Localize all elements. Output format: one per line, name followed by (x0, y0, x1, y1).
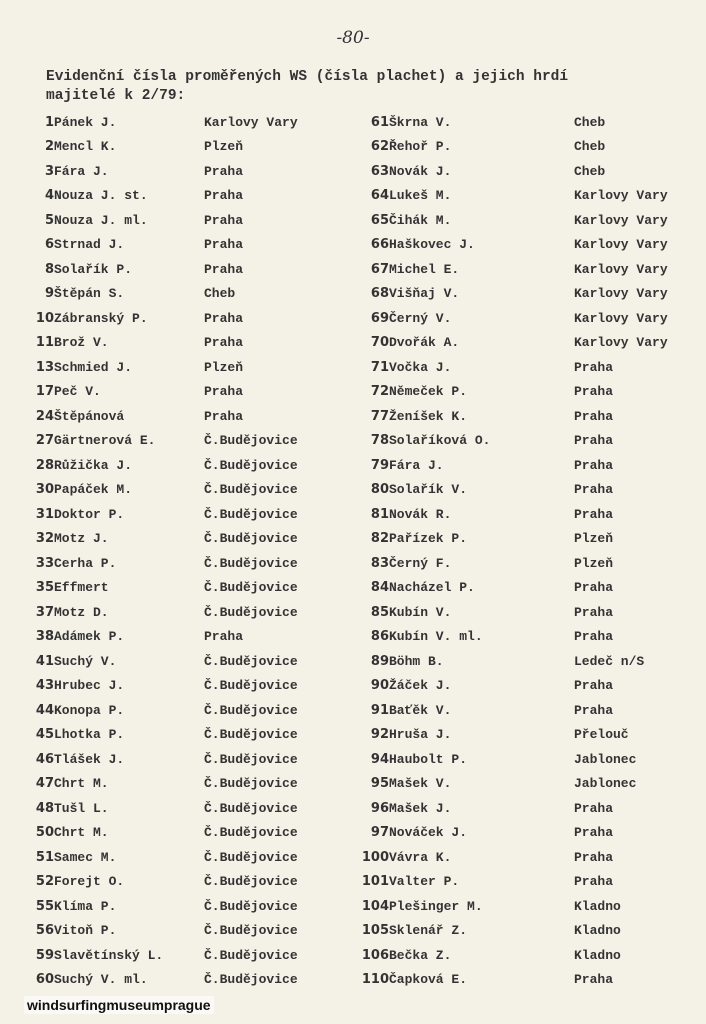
sail-number: 38 (35, 629, 54, 645)
owner-city: Praha (574, 702, 614, 718)
owner-city: Karlovy Vary (574, 310, 668, 326)
sail-number: 90 (370, 678, 389, 694)
owner-name: Bečka Z. (389, 947, 452, 963)
owner-city: Č.Budějovice (204, 849, 298, 865)
table-row (0, 919, 706, 944)
sail-number: 86 (370, 629, 389, 645)
owner-city: Č.Budějovice (204, 433, 298, 449)
table-row (0, 502, 706, 527)
sail-number: 10 (35, 310, 54, 326)
owner-city: Praha (574, 629, 614, 645)
sail-number: 65 (370, 212, 389, 228)
table-row (0, 723, 706, 748)
owner-name: Tušl L. (54, 800, 109, 816)
table-row (0, 527, 706, 552)
owner-city: Č.Budějovice (204, 457, 298, 473)
sail-number: 89 (370, 653, 389, 669)
sail-number: 28 (35, 457, 54, 473)
sail-number: 62 (370, 139, 389, 155)
owner-name: Michel E. (389, 261, 460, 277)
sail-number: 80 (370, 482, 389, 498)
owner-city: Praha (204, 408, 244, 424)
owner-name: Vávra K. (389, 849, 452, 865)
owner-name: Forejt O. (54, 874, 125, 890)
owner-city: Č.Budějovice (204, 506, 298, 522)
sail-number: 32 (35, 531, 54, 547)
sail-number: 52 (35, 874, 54, 890)
sail-number: 95 (370, 776, 389, 792)
owner-city: Praha (574, 825, 614, 841)
owner-city: Č.Budějovice (204, 531, 298, 547)
owner-name: Pařízek P. (389, 531, 468, 547)
owner-city: Přelouč (574, 727, 629, 743)
owner-city: Karlovy Vary (574, 286, 668, 302)
sail-number: 77 (370, 408, 389, 424)
owner-name: Peč V. (54, 384, 101, 400)
owner-name: Kubín V. (389, 604, 452, 620)
owner-name: Plešinger M. (389, 898, 483, 914)
owner-name: Hruša J. (389, 727, 452, 743)
table-row (0, 208, 706, 233)
owner-name: Dvořák A. (389, 335, 460, 351)
sail-number: 104 (361, 898, 389, 914)
sail-number: 105 (361, 923, 389, 939)
sail-number: 82 (370, 531, 389, 547)
sail-number: 4 (44, 188, 54, 204)
owner-name: Cerha P. (54, 555, 117, 571)
sail-number: 83 (370, 555, 389, 571)
owner-name: Žáček J. (389, 678, 452, 694)
owner-name: Haškovec J. (389, 237, 475, 253)
owner-city: Praha (574, 506, 614, 522)
owner-name: Nováček J. (389, 825, 468, 841)
owner-city: Č.Budějovice (204, 751, 298, 767)
sail-number: 69 (370, 310, 389, 326)
sail-number: 48 (35, 800, 54, 816)
owner-city: Karlovy Vary (574, 261, 668, 277)
table-row (0, 159, 706, 184)
owner-city: Praha (574, 800, 614, 816)
owner-name: Růžička J. (54, 457, 133, 473)
table-row (0, 233, 706, 258)
owner-name: Lukeš M. (389, 188, 452, 204)
document-heading (46, 68, 666, 106)
table-row (0, 649, 706, 674)
table-row (0, 943, 706, 968)
table-row (0, 453, 706, 478)
owner-name: Nacházel P. (389, 580, 475, 596)
sail-number: 2 (44, 139, 54, 155)
sail-number: 94 (370, 751, 389, 767)
owner-name: Valter P. (389, 874, 460, 890)
owner-city: Praha (204, 261, 244, 277)
owner-city: Praha (574, 482, 614, 498)
sail-number: 72 (370, 384, 389, 400)
owner-city: Jablonec (574, 776, 637, 792)
sail-number: 78 (370, 433, 389, 449)
sail-number: 71 (370, 359, 389, 375)
heading-line-2: majitelé k 2/79: (46, 88, 186, 104)
sail-number-register (0, 110, 706, 992)
sail-number: 63 (370, 163, 389, 179)
sail-number: 17 (35, 384, 54, 400)
table-row (0, 478, 706, 503)
owner-name: Effmert (54, 580, 109, 596)
sail-number: 30 (35, 482, 54, 498)
owner-name: Doktor P. (54, 506, 125, 522)
sail-number: 84 (370, 580, 389, 596)
owner-name: Slavětínský L. (54, 947, 164, 963)
owner-city: Praha (574, 580, 614, 596)
owner-name: Zábranský P. (54, 310, 148, 326)
sail-number: 44 (35, 702, 54, 718)
register-body (0, 110, 706, 992)
sail-number: 3 (44, 163, 54, 179)
owner-city: Praha (574, 849, 614, 865)
owner-name: Nouza J. st. (54, 188, 148, 204)
sail-number: 91 (370, 702, 389, 718)
table-row (0, 257, 706, 282)
owner-name: Kubín V. ml. (389, 629, 483, 645)
watermark: windsurfingmuseumprague (24, 996, 214, 1014)
table-row (0, 380, 706, 405)
owner-name: Čapková E. (389, 972, 468, 988)
sail-number: 106 (361, 947, 389, 963)
owner-name: Papáček M. (54, 482, 133, 498)
owner-city: Karlovy Vary (574, 212, 668, 228)
owner-name: Gärtnerová E. (54, 433, 156, 449)
table-row (0, 282, 706, 307)
owner-city: Č.Budějovice (204, 555, 298, 571)
sail-number: 11 (35, 335, 54, 351)
sail-number: 60 (35, 972, 54, 988)
owner-name: Škrna V. (389, 114, 452, 130)
owner-city: Praha (204, 629, 244, 645)
owner-city: Č.Budějovice (204, 898, 298, 914)
owner-city: Praha (574, 433, 614, 449)
table-row (0, 894, 706, 919)
sail-number: 35 (35, 580, 54, 596)
sail-number: 61 (370, 114, 389, 130)
sail-number: 27 (35, 433, 54, 449)
owner-city: Č.Budějovice (204, 653, 298, 669)
owner-name: Schmied J. (54, 359, 133, 375)
owner-city: Kladno (574, 923, 621, 939)
page-number: -80- (336, 28, 370, 48)
sail-number: 59 (35, 947, 54, 963)
owner-city: Č.Budějovice (204, 604, 298, 620)
owner-name: Štěpánová (54, 408, 125, 424)
owner-name: Motz D. (54, 604, 109, 620)
owner-city: Praha (204, 188, 244, 204)
table-row (0, 110, 706, 135)
table-row (0, 870, 706, 895)
owner-city: Č.Budějovice (204, 923, 298, 939)
table-row (0, 355, 706, 380)
owner-name: Čihák M. (389, 212, 452, 228)
table-row (0, 184, 706, 209)
owner-name: Tlášek J. (54, 751, 125, 767)
owner-city: Cheb (574, 139, 606, 155)
table-row (0, 821, 706, 846)
table-row (0, 772, 706, 797)
owner-city: Praha (204, 163, 244, 179)
owner-name: Solařík P. (54, 261, 133, 277)
owner-name: Solařík V. (389, 482, 468, 498)
sail-number: 47 (35, 776, 54, 792)
owner-name: Řehoř P. (389, 139, 452, 155)
owner-city: Cheb (204, 286, 236, 302)
sail-number: 101 (361, 874, 389, 890)
owner-name: Böhm B. (389, 653, 444, 669)
sail-number: 13 (35, 359, 54, 375)
sail-number: 33 (35, 555, 54, 571)
owner-city: Č.Budějovice (204, 702, 298, 718)
owner-city: Praha (574, 457, 614, 473)
sail-number: 68 (370, 286, 389, 302)
owner-name: Lhotka P. (54, 727, 125, 743)
owner-city: Karlovy Vary (204, 114, 298, 130)
sail-number: 85 (370, 604, 389, 620)
owner-city: Plzeň (574, 555, 614, 571)
table-row (0, 698, 706, 723)
owner-name: Mašek J. (389, 800, 452, 816)
sail-number: 43 (35, 678, 54, 694)
table-row (0, 968, 706, 993)
owner-city: Č.Budějovice (204, 580, 298, 596)
owner-city: Praha (574, 972, 614, 988)
table-row (0, 576, 706, 601)
sail-number: 8 (44, 261, 54, 277)
table-row (0, 845, 706, 870)
table-row (0, 600, 706, 625)
sail-number: 100 (361, 849, 389, 865)
owner-city: Praha (574, 678, 614, 694)
owner-city: Praha (204, 335, 244, 351)
owner-name: Strnad J. (54, 237, 125, 253)
owner-name: Černý V. (389, 310, 452, 326)
owner-name: Brož V. (54, 335, 109, 351)
owner-city: Praha (574, 359, 614, 375)
sail-number: 81 (370, 506, 389, 522)
owner-name: Vitoň P. (54, 923, 117, 939)
owner-city: Karlovy Vary (574, 188, 668, 204)
owner-name: Hrubec J. (54, 678, 125, 694)
owner-city: Praha (574, 604, 614, 620)
owner-name: Konopa P. (54, 702, 125, 718)
table-row (0, 135, 706, 160)
owner-city: Č.Budějovice (204, 776, 298, 792)
owner-city: Č.Budějovice (204, 972, 298, 988)
owner-name: Chrt M. (54, 825, 109, 841)
table-row (0, 796, 706, 821)
sail-number: 110 (361, 972, 389, 988)
owner-name: Fára J. (54, 163, 109, 179)
owner-name: Sklenář Z. (389, 923, 468, 939)
sail-number: 6 (44, 237, 54, 253)
owner-city: Č.Budějovice (204, 800, 298, 816)
owner-name: Novák J. (389, 163, 452, 179)
owner-city: Č.Budějovice (204, 825, 298, 841)
table-row (0, 306, 706, 331)
owner-name: Němeček P. (389, 384, 468, 400)
owner-city: Praha (204, 212, 244, 228)
owner-city: Karlovy Vary (574, 335, 668, 351)
sail-number: 97 (370, 825, 389, 841)
owner-city: Praha (204, 237, 244, 253)
sail-number: 50 (35, 825, 54, 841)
owner-name: Solaříková O. (389, 433, 491, 449)
sail-number: 79 (370, 457, 389, 473)
sail-number: 37 (35, 604, 54, 620)
owner-name: Mencl K. (54, 139, 117, 155)
sail-number: 45 (35, 727, 54, 743)
owner-name: Nouza J. ml. (54, 212, 148, 228)
owner-city: Praha (574, 408, 614, 424)
table-row (0, 674, 706, 699)
owner-name: Suchý V. (54, 653, 117, 669)
owner-name: Motz J. (54, 531, 109, 547)
table-row (0, 747, 706, 772)
owner-name: Samec M. (54, 849, 117, 865)
owner-name: Novák R. (389, 506, 452, 522)
owner-city: Plzeň (204, 139, 244, 155)
sail-number: 9 (44, 286, 54, 302)
table-row (0, 551, 706, 576)
sail-number: 46 (35, 751, 54, 767)
sail-number: 66 (370, 237, 389, 253)
sail-number: 56 (35, 923, 54, 939)
table-row (0, 429, 706, 454)
owner-city: Praha (574, 384, 614, 400)
owner-name: Chrt M. (54, 776, 109, 792)
sail-number: 1 (44, 114, 54, 130)
owner-city: Č.Budějovice (204, 678, 298, 694)
table-row (0, 625, 706, 650)
owner-name: Mašek V. (389, 776, 452, 792)
owner-city: Ledeč n/S (574, 653, 645, 669)
owner-city: Kladno (574, 898, 621, 914)
owner-name: Adámek P. (54, 629, 125, 645)
sail-number: 92 (370, 727, 389, 743)
owner-city: Cheb (574, 114, 606, 130)
owner-city: Kladno (574, 947, 621, 963)
owner-city: Praha (574, 874, 614, 890)
owner-name: Fára J. (389, 457, 444, 473)
owner-name: Višňaj V. (389, 286, 460, 302)
table-row (0, 404, 706, 429)
owner-name: Ženíšek K. (389, 408, 468, 424)
sail-number: 41 (35, 653, 54, 669)
owner-name: Haubolt P. (389, 751, 468, 767)
owner-city: Č.Budějovice (204, 947, 298, 963)
sail-number: 51 (35, 849, 54, 865)
owner-name: Pánek J. (54, 114, 117, 130)
sail-number: 64 (370, 188, 389, 204)
sail-number: 70 (370, 335, 389, 351)
sail-number: 55 (35, 898, 54, 914)
owner-city: Plzeň (574, 531, 614, 547)
owner-city: Plzeň (204, 359, 244, 375)
owner-city: Č.Budějovice (204, 874, 298, 890)
owner-city: Č.Budějovice (204, 482, 298, 498)
sail-number: 96 (370, 800, 389, 816)
owner-city: Karlovy Vary (574, 237, 668, 253)
owner-city: Jablonec (574, 751, 637, 767)
sail-number: 5 (44, 212, 54, 228)
owner-city: Praha (204, 384, 244, 400)
owner-name: Štěpán S. (54, 286, 125, 302)
sail-number: 31 (35, 506, 54, 522)
owner-city: Č.Budějovice (204, 727, 298, 743)
owner-name: Baťěk V. (389, 702, 452, 718)
owner-name: Černý F. (389, 555, 452, 571)
owner-name: Klíma P. (54, 898, 117, 914)
sail-number: 67 (370, 261, 389, 277)
heading-line-1: Evidenční čísla proměřených WS (čísla plachet) a jejich hrdí (46, 69, 569, 85)
owner-name: Vočka J. (389, 359, 452, 375)
table-row (0, 331, 706, 356)
sail-number: 24 (35, 408, 54, 424)
owner-city: Praha (204, 310, 244, 326)
owner-name: Suchý V. ml. (54, 972, 148, 988)
owner-city: Cheb (574, 163, 606, 179)
